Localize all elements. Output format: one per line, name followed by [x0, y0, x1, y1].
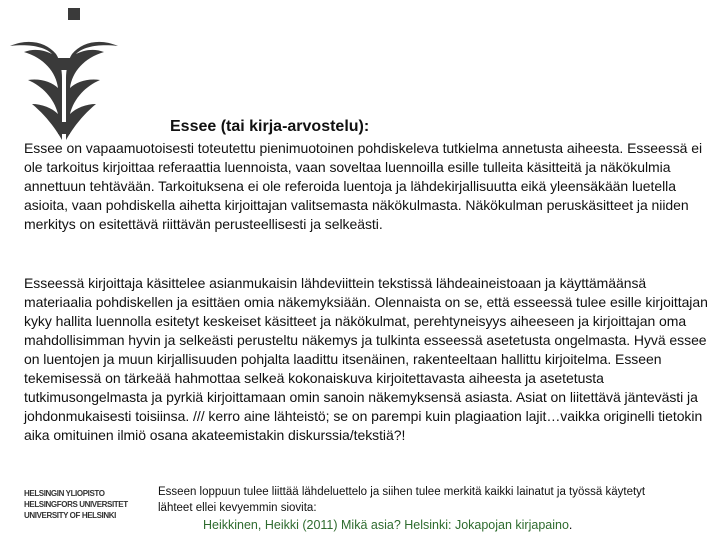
university-flame-logo-icon — [0, 0, 150, 150]
paragraph-guidelines: Esseessä kirjoittaja käsittelee asianmukaisin lähdeviittein tekstissä lähdeaineistoaan ja käyttämäänsä materiaalia pohdiskellen ja esittäen omia näkemyksiään. Olennaista on se, että esseessä tulee esille kirjoittajan kyky hallita luennolla esitetyt keskeiset käsitteet ja näkökulmat, perehtyneisyys aiheeseen ja kirjoittajan oma mahdollisimman hyvin ja selkeästi perusteltu näkemys ja tulkinta esseessä asetetusta ongelmasta. Hyvä essee on luentojen ja muun kirjallisuuden pohjalta laadittu itsenäinen, rakenteeltaan hallittu kirjoitelma. Esseen tekemisessä on tärkeää hahmottaa selkeä kokonaiskuva kirjoitettavasta aiheesta ja asetetusta tutkimusongelmasta ja pyrkiä kirjoittamaan omin sanoin näkemyksensä asiasta. Asiat on liitettävä jäntevästi ja johdonmukaisesti toisiinsa. /// kerro aine lähteistö; se on parempi kuin plagiaation lajit…vaikka originelli tietokin aika omituinen ilmiö osana akateemistakin diskurssia/tekstiä?! — [24, 275, 708, 443]
university-name-fi: HELSINGIN YLIOPISTO — [24, 489, 105, 498]
university-name-en: UNIVERSITY OF HELSINKI — [24, 511, 116, 520]
slide-title: Essee (tai kirja-arvostelu): — [170, 118, 370, 135]
reference-instructions: Esseen loppuun tulee liittää lähdeluettelo ja siihen tulee merkitä kaikki lainatut ja työssä käytetyt lähteet ellei kevyemmin siovita: — [158, 486, 646, 514]
university-name-sv: HELSINGFORS UNIVERSITET — [24, 500, 128, 509]
paragraph-definition: Essee on vapaamuotoisesti toteutettu pienimuotoinen pohdiskeleva tutkielma annetusta aiheesta. Esseessä ei ole tarkoitus kirjoittaa referaattia luennoista, vaan soveltaa luennoilla esille tulleita käsitteitä ja näkökulmia annettuun tehtävään. Tarkoituksena ei ole referoida luentoja ja lähdekirjallisuutta eikä yleensäkään luetella asioita, vaan pohdiskella aihetta kirjoittajan valitsemasta näkökulmasta. Näkökulman peruskäsitteet ja niiden merkitys on esitettävä riittävän perusteellisesti ja selkeästi. — [24, 140, 703, 232]
university-wordmark — [24, 488, 154, 521]
example-citation — [203, 518, 572, 532]
citation-text: Heikkinen, Heikki (2011) Mikä asia? Helsinki: Jokapojan kirjapaino — [203, 518, 569, 532]
citation-period: . — [568, 518, 573, 532]
